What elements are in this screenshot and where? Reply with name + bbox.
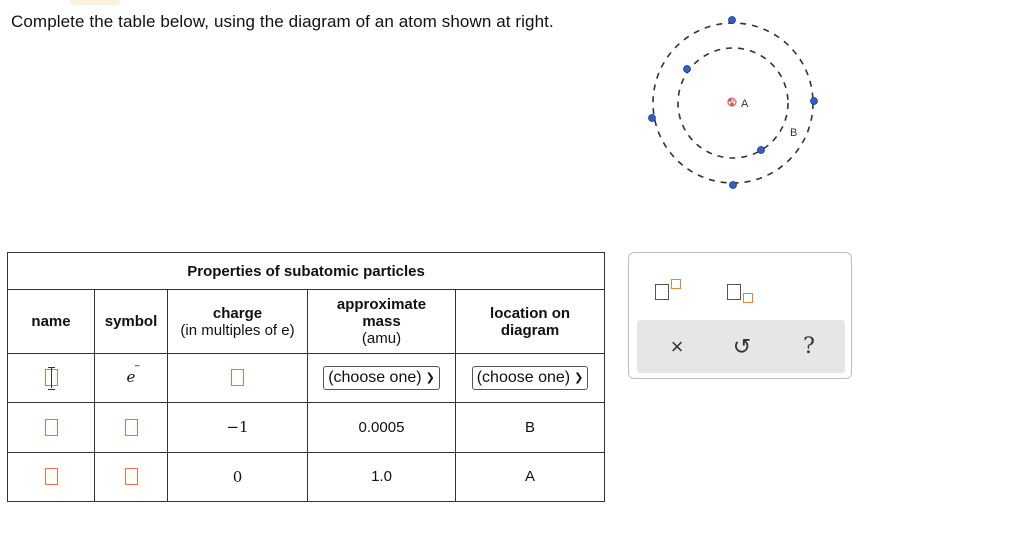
- chevron-down-icon: ❯: [425, 372, 435, 385]
- instruction-text: Complete the table below, using the diagram of an atom shown at right.: [11, 12, 554, 31]
- electrons: [649, 17, 818, 189]
- help-icon: ?: [803, 334, 815, 359]
- header-mass-label: approximate mass: [336, 296, 427, 331]
- close-icon: ×: [670, 334, 684, 359]
- charge-cell: [168, 353, 308, 402]
- symbol-cell: [95, 353, 168, 402]
- location-cell: [456, 353, 605, 402]
- electron: [730, 182, 737, 189]
- electron: [729, 17, 736, 24]
- subscript-button[interactable]: [727, 277, 761, 303]
- help-button[interactable]: [794, 332, 824, 362]
- electron-symbol: e –: [126, 359, 141, 387]
- symbol-answer-box[interactable]: [125, 468, 138, 485]
- header-charge-sub: (in multiples of e): [180, 321, 295, 339]
- symbol-cell: [95, 452, 168, 501]
- table-title: Properties of subatomic particles: [8, 253, 605, 290]
- header-charge: [168, 290, 308, 354]
- header-location-label: location on diagram: [490, 304, 571, 339]
- name-cell: [8, 353, 95, 402]
- superscript-icon: [655, 284, 669, 300]
- mass-cell: 1.0: [308, 452, 456, 501]
- location-select[interactable]: (choose one) ❯: [472, 366, 589, 390]
- name-cell: [8, 403, 95, 452]
- tool-action-row: [637, 320, 845, 373]
- subscript-icon: [727, 284, 741, 300]
- particles-table: [7, 252, 605, 502]
- name-answer-box[interactable]: [45, 369, 58, 386]
- charge-cell: −1: [168, 403, 308, 452]
- mass-cell: 0.0005: [308, 403, 456, 452]
- charge-cell: 0: [168, 452, 308, 501]
- nucleus-icon: [728, 98, 736, 106]
- header-charge-label: charge: [212, 304, 263, 322]
- undo-button[interactable]: [727, 332, 757, 362]
- top-tab-hint: [70, 0, 120, 5]
- charge-answer-box[interactable]: [231, 369, 244, 386]
- header-mass-sub: (amu): [361, 330, 402, 348]
- table-row: [8, 403, 605, 452]
- location-cell: A: [456, 452, 605, 501]
- symbol-cell: [95, 403, 168, 452]
- header-name: name: [8, 290, 95, 354]
- table-row: [8, 353, 605, 402]
- name-answer-box[interactable]: [45, 468, 58, 485]
- electron: [811, 98, 818, 105]
- superscript-button[interactable]: [655, 277, 689, 303]
- electron: [684, 66, 691, 73]
- mass-select[interactable]: (choose one) ❯: [323, 366, 440, 390]
- header-mass: [308, 290, 456, 354]
- header-location: [456, 290, 605, 354]
- name-cell: [8, 452, 95, 501]
- answer-tools-panel: [628, 252, 852, 379]
- undo-icon: ↺: [732, 334, 752, 359]
- electron: [649, 115, 656, 122]
- orbit-label: B: [790, 127, 798, 139]
- mass-cell: [308, 353, 456, 402]
- electron: [758, 147, 765, 154]
- location-cell: B: [456, 403, 605, 452]
- chevron-down-icon: ❯: [574, 372, 584, 385]
- nucleus-label: A: [741, 98, 749, 110]
- name-answer-box[interactable]: [45, 419, 58, 436]
- clear-button[interactable]: [662, 332, 692, 362]
- header-symbol: symbol: [95, 290, 168, 354]
- table-row: [8, 452, 605, 501]
- symbol-answer-box[interactable]: [125, 419, 138, 436]
- atom-diagram: [640, 10, 830, 195]
